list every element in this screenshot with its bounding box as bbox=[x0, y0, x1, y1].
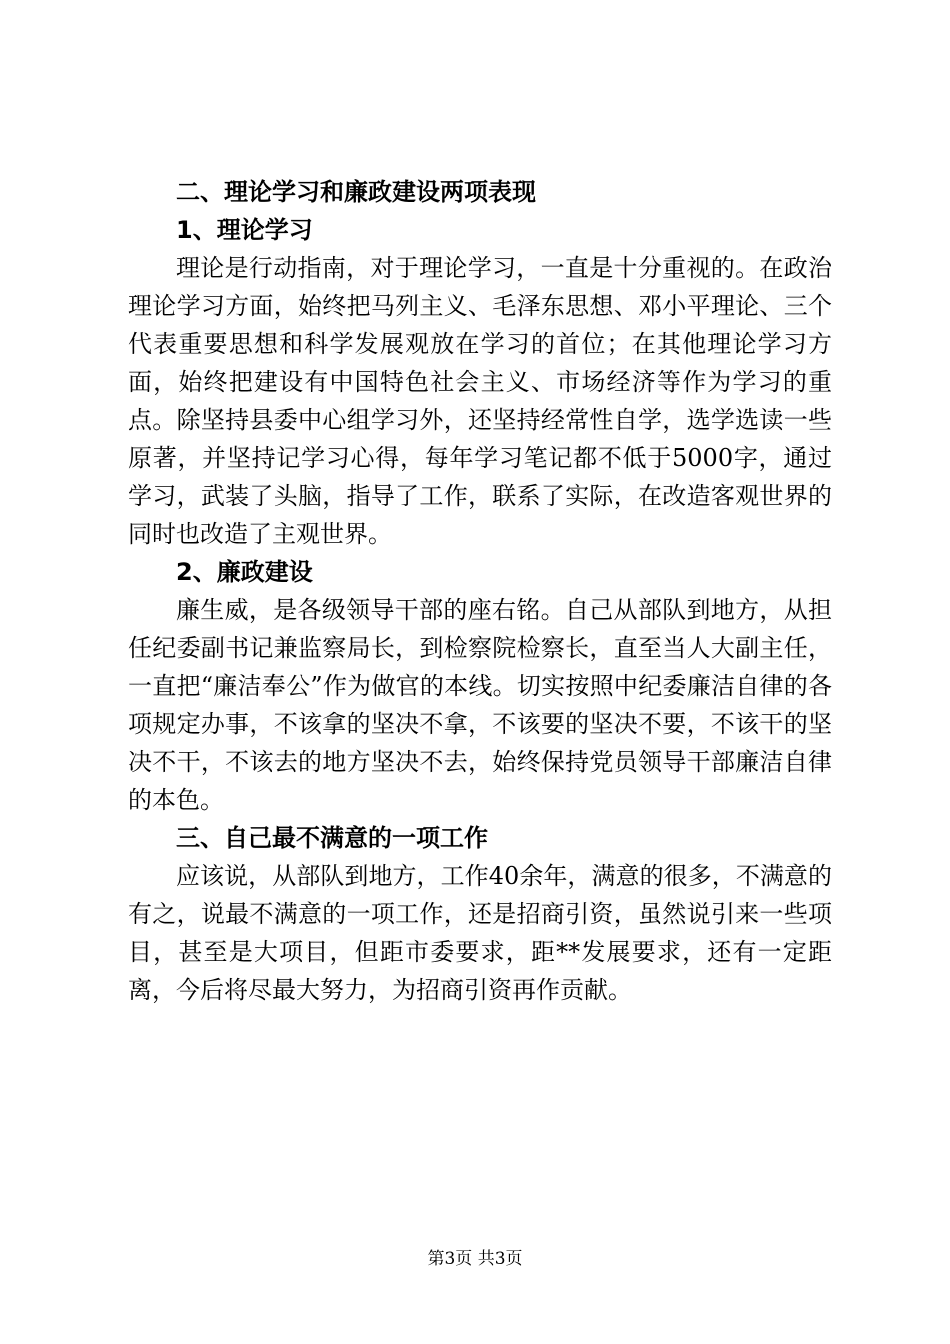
section-heading: 二、理论学习和廉政建设两项表现 bbox=[176, 178, 536, 206]
subsection-heading: 2、廉政建设 bbox=[176, 558, 313, 586]
section-heading: 三、自己最不满意的一项工作 bbox=[176, 824, 488, 852]
paragraph: 理论是行动指南，对于理论学习，一直是十分重视的。在政治理论学习方面，始终把马列主义、毛泽东思想、邓小平理论、三个代表重要思想和科学发展观放在学习的首位；在其他理论学习方面，始终把建设有中国特色社会主义、市场经济等作为学习的重点。除坚持县委中心组学习外，还坚持经常性自学，选学选读一些原著，并坚持记学习心得，每年学习笔记都不低于5000字，通过学习，武装了头脑，指导了工作，联系了实际，在改造客观世界的同时也改造了主观世界。 bbox=[128, 254, 832, 548]
document-body bbox=[128, 173, 832, 1009]
page-footer: 第3页 共3页 bbox=[427, 1249, 523, 1269]
paragraph: 廉生威，是各级领导干部的座右铭。自己从部队到地方，从担任纪委副书记兼监察局长，到检察院检察长，直至当人大副主任，一直把“廉洁奉公”作为做官的本线。切实按照中纪委廉洁自律的各项规定办事，不该拿的坚决不拿，不该要的坚决不要，不该干的坚决不干，不该去的地方坚决不去，始终保持党员领导干部廉洁自律的本色。 bbox=[128, 596, 832, 814]
paragraph: 应该说，从部队到地方，工作40余年，满意的很多，不满意的有之，说最不满意的一项工作，还是招商引资，虽然说引来一些项目，甚至是大项目，但距市委要求，距**发展要求，还有一定距离，今后将尽最大努力，为招商引资再作贡献。 bbox=[128, 862, 832, 1004]
subsection-heading: 1、理论学习 bbox=[176, 216, 313, 244]
